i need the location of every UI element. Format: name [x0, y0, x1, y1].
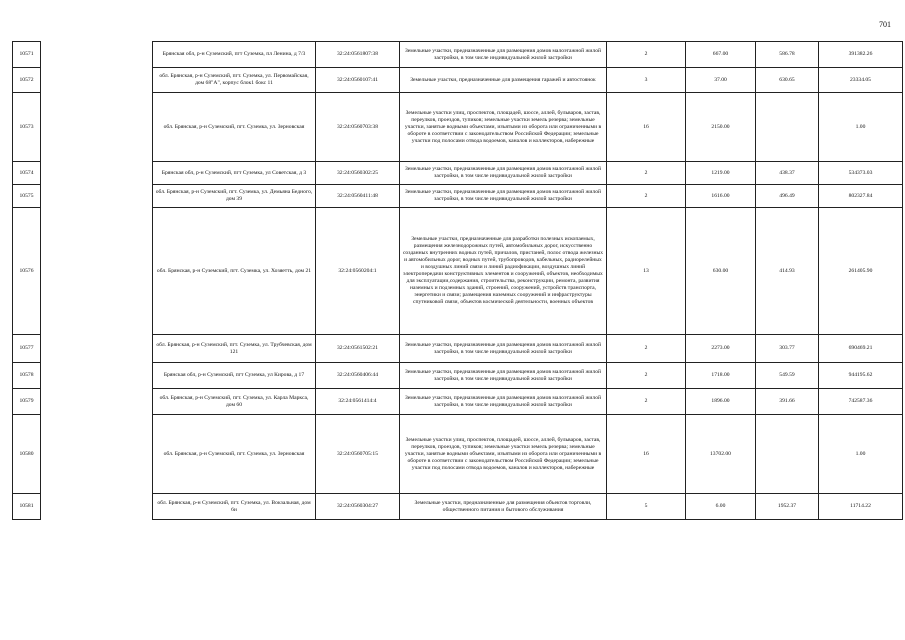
cadastral-number-cell: 32:24:0560204:1	[316, 208, 400, 335]
cadastral-number-cell: 32:24:0560302:25	[316, 162, 400, 185]
table-row	[13, 162, 903, 185]
gap-cell	[41, 389, 153, 415]
area-cell: 2273.00	[686, 335, 756, 363]
group-cell: 2	[607, 162, 686, 185]
row-number-cell: 10573	[13, 93, 41, 162]
group-cell: 2	[607, 42, 686, 68]
group-cell: 2	[607, 185, 686, 208]
gap-cell	[41, 363, 153, 389]
row-number-cell: 10577	[13, 335, 41, 363]
gap-cell	[41, 93, 153, 162]
cadastral-value-cell: 534373.03	[819, 162, 903, 185]
specific-value-cell: 1952.37	[756, 494, 819, 520]
table-row	[13, 68, 903, 93]
specific-value-cell: 303.77	[756, 335, 819, 363]
cadastral-value-cell: 690469.21	[819, 335, 903, 363]
area-cell: 1718.00	[686, 363, 756, 389]
table-row	[13, 93, 903, 162]
address-cell: Брянская обл, р-н Суземский, пгт Суземка, ул Кирова, д 17	[153, 363, 316, 389]
specific-value-cell	[756, 415, 819, 494]
cadastral-value-cell: 23334.05	[819, 68, 903, 93]
row-number-cell: 10572	[13, 68, 41, 93]
gap-cell	[41, 415, 153, 494]
area-cell: 1616.00	[686, 185, 756, 208]
group-cell: 2	[607, 363, 686, 389]
group-cell: 16	[607, 415, 686, 494]
row-number-cell: 10571	[13, 42, 41, 68]
gap-cell	[41, 335, 153, 363]
address-cell: Брянская обл, р-н Суземский, пгт Суземка, пл Ленина, д 7/3	[153, 42, 316, 68]
gap-cell	[41, 42, 153, 68]
cadastral-value-cell: 1.00	[819, 93, 903, 162]
cadastral-number-cell: 32:24:0560703:38	[316, 93, 400, 162]
permitted-use-cell: Земельные участки, предназначенные для размещения домов малоэтажной жилой застройки, в том числе индивидуальной жилой застройки	[400, 335, 607, 363]
page-number: 701	[879, 20, 891, 29]
table-row	[13, 335, 903, 363]
specific-value-cell: 438.37	[756, 162, 819, 185]
group-cell: 5	[607, 494, 686, 520]
permitted-use-cell: Земельные участки, предназначенные для размещения домов малоэтажной жилой застройки, в том числе индивидуальной жилой застройки	[400, 42, 607, 68]
row-number-cell: 10575	[13, 185, 41, 208]
area-cell: 1219.00	[686, 162, 756, 185]
gap-cell	[41, 494, 153, 520]
specific-value-cell: 586.78	[756, 42, 819, 68]
permitted-use-cell: Земельные участки, предназначенные для разработки полезных ископаемых, размещения железнодорожных путей, автомобильных дорог, искусственно созданных внутренних водных путей, причалов, пристаней, полос отвода железных и автомобильных дорог, водных путей, трубопроводов, кабельных, радиорелейных и воздушных линий связи и линий радиофикации, воздушных линий электропередачи конструктивных элементов и сооружений, объектов, необходимых для эксплуатации,содержания, строительства, реконструкции, ремонта, развития наземных и подземных зданий, строений, сооружений, устройств транспорта, энергетики и связи; размещения наземных сооружений и инфраструктуры спутниковой связи, объектов космической деятельности, военных объектов	[400, 208, 607, 335]
permitted-use-cell: Земельные участки, предназначенные для размещения домов малоэтажной жилой застройки, в том числе индивидуальной жилой застройки	[400, 363, 607, 389]
group-cell: 3	[607, 68, 686, 93]
cadastral-value-cell: 742587.36	[819, 389, 903, 415]
address-cell: обл. Брянская, р-н Суземский, пгт. Суземка, ул. Карла Маркса, дом 60	[153, 389, 316, 415]
land-registry-table	[12, 41, 903, 520]
table-row	[13, 363, 903, 389]
area-cell: 2150.00	[686, 93, 756, 162]
address-cell: обл. Брянская, р-н Суземский, пгт. Суземка, ул. Трубчевская, дом 121	[153, 335, 316, 363]
permitted-use-cell: Земельные участки, предназначенные для размещения домов малоэтажной жилой застройки, в том числе индивидуальной жилой застройки	[400, 185, 607, 208]
table-row	[13, 185, 903, 208]
cadastral-value-cell: 802327.84	[819, 185, 903, 208]
cadastral-number-cell: 32:24:0560107:41	[316, 68, 400, 93]
specific-value-cell: 391.66	[756, 389, 819, 415]
table-row	[13, 494, 903, 520]
address-cell: обл. Брянская, р-н Суземский, пгт. Суземка, ул. Демьяна Бедного, дом 39	[153, 185, 316, 208]
row-number-cell: 10580	[13, 415, 41, 494]
area-cell: 667.00	[686, 42, 756, 68]
cadastral-number-cell: 32:24:0561414:4	[316, 389, 400, 415]
cadastral-value-cell: 944195.62	[819, 363, 903, 389]
specific-value-cell: 496.49	[756, 185, 819, 208]
specific-value-cell	[756, 93, 819, 162]
gap-cell	[41, 68, 153, 93]
area-cell: 1896.00	[686, 389, 756, 415]
cadastral-number-cell: 32:24:0560406:44	[316, 363, 400, 389]
specific-value-cell: 414.93	[756, 208, 819, 335]
cadastral-number-cell: 32:24:0561807:38	[316, 42, 400, 68]
area-cell: 630.00	[686, 208, 756, 335]
permitted-use-cell: Земельные участки, предназначенные для размещения домов малоэтажной жилой застройки, в том числе индивидуальной жилой застройки	[400, 389, 607, 415]
cadastral-number-cell: 32:24:0561502:21	[316, 335, 400, 363]
permitted-use-cell: Земельные участки улиц, проспектов, площадей, шоссе, аллей, бульваров, застав, переулков, проездов, тупиков; земельные участки земель резерва; земельные участки, занятые водными объектами, изъятыми из оборота или ограниченными в обороте в соответствии с законодательством Российской Федерации; земельные участки под полосами отвода водоемов, каналов и коллекторов, набережные	[400, 415, 607, 494]
row-number-cell: 10581	[13, 494, 41, 520]
gap-cell	[41, 185, 153, 208]
permitted-use-cell: Земельные участки улиц, проспектов, площадей, шоссе, аллей, бульваров, застав, переулков, проездов, тупиков; земельные участки земель резерва; земельные участки, занятые водными объектами, изъятыми из оборота или ограниченными в обороте в соответствии с законодательством Российской Федерации; земельные участки под полосами отвода водоемов, каналов и коллекторов, набережные	[400, 93, 607, 162]
table-row	[13, 208, 903, 335]
permitted-use-cell: Земельные участки, предназначенные для размещения домов малоэтажной жилой застройки, в том числе индивидуальной жилой застройки	[400, 162, 607, 185]
address-cell: обл. Брянская, р-н Суземский, пгт. Суземка, ул. Хозяетть, дом 21	[153, 208, 316, 335]
address-cell: обл. Брянская, р-н Суземский, пгт. Суземка, ул. Зерновская	[153, 415, 316, 494]
row-number-cell: 10579	[13, 389, 41, 415]
specific-value-cell: 549.59	[756, 363, 819, 389]
cadastral-value-cell: 1.00	[819, 415, 903, 494]
address-cell: обл. Брянская, р-н Суземский, пгт. Суземка, ул. Вокзальная, дом 6и	[153, 494, 316, 520]
row-number-cell: 10574	[13, 162, 41, 185]
group-cell: 2	[607, 389, 686, 415]
permitted-use-cell: Земельные участки, предназначенные для размещения объектов торговли, общественного питания и бытового обслуживания	[400, 494, 607, 520]
cadastral-number-cell: 32:24:0560705:15	[316, 415, 400, 494]
area-cell: 6.00	[686, 494, 756, 520]
table-row	[13, 415, 903, 494]
group-cell: 2	[607, 335, 686, 363]
table-body	[13, 42, 903, 520]
address-cell: Брянская обл, р-н Суземский, пгт Суземка, ул Советская, д 3	[153, 162, 316, 185]
group-cell: 13	[607, 208, 686, 335]
address-cell: обл. Брянская, р-н Суземский, пгт. Суземка, ул. Зерновская	[153, 93, 316, 162]
cadastral-value-cell: 391382.26	[819, 42, 903, 68]
cadastral-value-cell: 261405.90	[819, 208, 903, 335]
row-number-cell: 10578	[13, 363, 41, 389]
table-row	[13, 389, 903, 415]
specific-value-cell: 630.65	[756, 68, 819, 93]
gap-cell	[41, 162, 153, 185]
address-cell: обл. Брянская, р-н Суземский, пгт. Суземка, ул. Первомайская, дом 68"А", корпус блок1 бокс 11	[153, 68, 316, 93]
group-cell: 16	[607, 93, 686, 162]
permitted-use-cell: Земельные участки, предназначенные для размещения гаражей и автостоянок	[400, 68, 607, 93]
area-cell: 13702.00	[686, 415, 756, 494]
area-cell: 37.00	[686, 68, 756, 93]
cadastral-value-cell: 11714.22	[819, 494, 903, 520]
cadastral-number-cell: 32:24:0560304:27	[316, 494, 400, 520]
row-number-cell: 10576	[13, 208, 41, 335]
gap-cell	[41, 208, 153, 335]
table-row	[13, 42, 903, 68]
cadastral-number-cell: 32:24:0560411:48	[316, 185, 400, 208]
